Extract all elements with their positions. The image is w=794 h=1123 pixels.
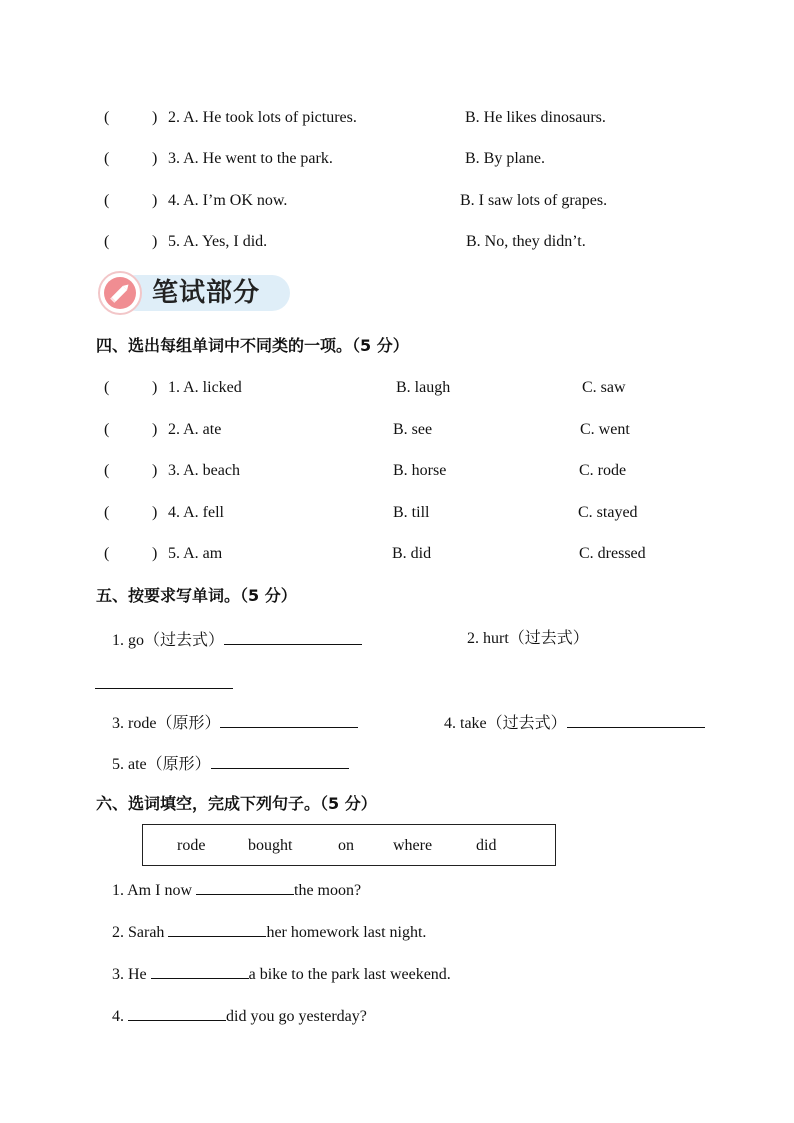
option-a: 4. A. fell bbox=[168, 504, 224, 521]
q5-answer-blank[interactable] bbox=[211, 752, 349, 769]
q4-answer-blank[interactable] bbox=[567, 711, 705, 728]
sentence-1-pre: 1. Am I now bbox=[112, 882, 196, 899]
sentence-2-blank[interactable] bbox=[168, 920, 266, 937]
banner-title: 笔试部分 bbox=[152, 278, 261, 308]
answer-paren-close: ) bbox=[152, 462, 158, 479]
option-c: C. rode bbox=[579, 462, 627, 479]
option-c: C. dressed bbox=[579, 545, 646, 562]
q2-hint: （过去式） bbox=[508, 628, 589, 647]
sentence-4-post: did you go yesterday? bbox=[226, 1008, 367, 1025]
sentence-4 bbox=[112, 1004, 367, 1027]
answer-paren-open[interactable]: ( bbox=[104, 504, 110, 521]
section-6-heading: 六、选词填空，完成下列句子。（5 分） bbox=[96, 794, 377, 813]
option-c: C. went bbox=[580, 421, 630, 438]
sentence-3-blank[interactable] bbox=[151, 962, 249, 979]
q1-hint: （过去式） bbox=[144, 630, 225, 649]
option-b: B. I saw lots of grapes. bbox=[460, 192, 608, 209]
option-b: B. By plane. bbox=[465, 150, 545, 167]
answer-paren-close: ) bbox=[152, 150, 158, 167]
word-bank-item: did bbox=[476, 837, 497, 854]
q4-hint: （过去式） bbox=[486, 713, 567, 732]
sentence-1-blank[interactable] bbox=[196, 878, 294, 895]
q1-answer-blank[interactable] bbox=[224, 628, 362, 645]
sentence-2-post: her homework last night. bbox=[266, 924, 427, 941]
option-b: B. He likes dinosaurs. bbox=[465, 109, 606, 126]
sentence-2 bbox=[112, 920, 426, 943]
word-bank-item: on bbox=[338, 837, 354, 854]
answer-paren-close: ) bbox=[152, 109, 158, 126]
option-b: B. horse bbox=[393, 462, 447, 479]
option-b: B. did bbox=[392, 545, 432, 562]
answer-paren-close: ) bbox=[152, 545, 158, 562]
pencil-icon bbox=[104, 277, 136, 309]
section-5-q5 bbox=[112, 752, 349, 775]
sentence-1 bbox=[112, 878, 361, 901]
word-bank-item: bought bbox=[248, 837, 293, 854]
answer-paren-close: ) bbox=[152, 379, 158, 396]
option-c: C. saw bbox=[582, 379, 626, 396]
section-5-q3 bbox=[112, 711, 358, 734]
sentence-4-pre: 4. bbox=[112, 1008, 128, 1025]
answer-paren-close: ) bbox=[152, 421, 158, 438]
word-bank-item: where bbox=[393, 837, 433, 854]
banner-badge bbox=[98, 271, 142, 315]
answer-paren-open[interactable]: ( bbox=[104, 545, 110, 562]
option-a: 2. A. ate bbox=[168, 421, 222, 438]
answer-paren-open[interactable]: ( bbox=[104, 233, 110, 250]
q3-answer-blank[interactable] bbox=[220, 711, 358, 728]
section-5-q4 bbox=[444, 711, 705, 734]
written-part-banner bbox=[98, 271, 292, 315]
answer-paren-open[interactable]: ( bbox=[104, 192, 110, 209]
option-a: 4. A. I’m OK now. bbox=[168, 192, 288, 209]
sentence-1-post: the moon? bbox=[294, 882, 362, 899]
option-a: 5. A. am bbox=[168, 545, 223, 562]
option-a: 2. A. He took lots of pictures. bbox=[168, 109, 357, 126]
option-c: C. stayed bbox=[578, 504, 638, 521]
word-bank-box bbox=[142, 824, 556, 866]
q2-word: 2. hurt bbox=[467, 630, 509, 647]
option-b: B. see bbox=[393, 421, 433, 438]
answer-paren-close: ) bbox=[152, 504, 158, 521]
option-a: 1. A. licked bbox=[168, 379, 242, 396]
answer-paren-open[interactable]: ( bbox=[104, 379, 110, 396]
word-bank-item: rode bbox=[177, 837, 206, 854]
sentence-3 bbox=[112, 962, 451, 985]
option-b: B. till bbox=[393, 504, 430, 521]
answer-paren-open[interactable]: ( bbox=[104, 421, 110, 438]
option-a: 3. A. beach bbox=[168, 462, 240, 479]
option-a: 3. A. He went to the park. bbox=[168, 150, 333, 167]
sentence-4-blank[interactable] bbox=[128, 1004, 226, 1021]
q5-hint: （原形） bbox=[146, 754, 211, 773]
q2-answer-blank[interactable] bbox=[95, 688, 233, 689]
answer-paren-open[interactable]: ( bbox=[104, 109, 110, 126]
section-4-heading: 四、选出每组单词中不同类的一项。（5 分） bbox=[96, 336, 409, 355]
section-5-q2 bbox=[467, 628, 589, 649]
answer-paren-close: ) bbox=[152, 192, 158, 209]
q5-word: 5. ate bbox=[112, 756, 147, 773]
q3-word: 3. rode bbox=[112, 715, 157, 732]
q3-hint: （原形） bbox=[156, 713, 221, 732]
section-5-heading: 五、按要求写单词。（5 分） bbox=[96, 586, 297, 605]
section-5-q1 bbox=[112, 628, 362, 651]
answer-paren-open[interactable]: ( bbox=[104, 150, 110, 167]
option-b: B. laugh bbox=[396, 379, 451, 396]
answer-paren-close: ) bbox=[152, 233, 158, 250]
sentence-2-pre: 2. Sarah bbox=[112, 924, 169, 941]
q1-word: 1. go bbox=[112, 632, 144, 649]
option-a: 5. A. Yes, I did. bbox=[168, 233, 268, 250]
sentence-3-pre: 3. He bbox=[112, 966, 151, 983]
option-b: B. No, they didn’t. bbox=[466, 233, 586, 250]
sentence-3-post: a bike to the park last weekend. bbox=[248, 966, 451, 983]
q4-word: 4. take bbox=[444, 715, 487, 732]
answer-paren-open[interactable]: ( bbox=[104, 462, 110, 479]
